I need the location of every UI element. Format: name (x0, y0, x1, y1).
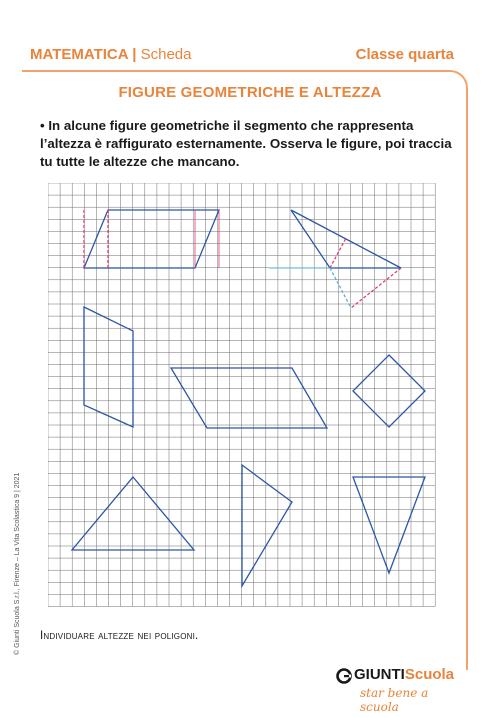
task-label: Individuare altezze nei poligoni. (40, 630, 199, 642)
triangle-right-bottom-center (242, 465, 292, 586)
triangle-obtuse-top-right (291, 210, 401, 268)
header-subject (30, 46, 191, 63)
copyright-note: © Giunti Scuola S.r.l., Firenze – La Vita Scolastica 9 | 2021 (14, 472, 21, 655)
height-dashed-6 (351, 268, 401, 308)
parallelogram-top-left (84, 210, 219, 268)
extension-dashed (330, 268, 351, 308)
header-separator: | (132, 46, 137, 63)
height-dashed-5 (330, 238, 346, 268)
giunti-g-icon (336, 668, 352, 684)
brand-slogan: star bene a scuola (360, 686, 429, 714)
brand-name: GIUNTIScuola (354, 666, 455, 683)
square-rotated (353, 355, 425, 427)
drawing-grid (48, 183, 444, 618)
figures (72, 210, 425, 586)
subject-label: MATEMATICA (30, 46, 129, 63)
grade-label: Classe quarta (355, 46, 454, 63)
triangle-inverted-bottom-right (353, 477, 425, 573)
parallelogram-center (171, 368, 327, 428)
sheet-label: Scheda (140, 46, 192, 63)
page-title: FIGURE GEOMETRICHE E ALTEZZA (118, 84, 382, 101)
triangle-acute-bottom-left (72, 477, 194, 550)
instructions-text: • In alcune figure geometriche il segmento che rappresenta l’altezza è raffigurato esternamente. Osserva le figure, poi traccia tu tutte le altezze che mancano. (40, 118, 452, 169)
brand-logo (336, 666, 466, 714)
